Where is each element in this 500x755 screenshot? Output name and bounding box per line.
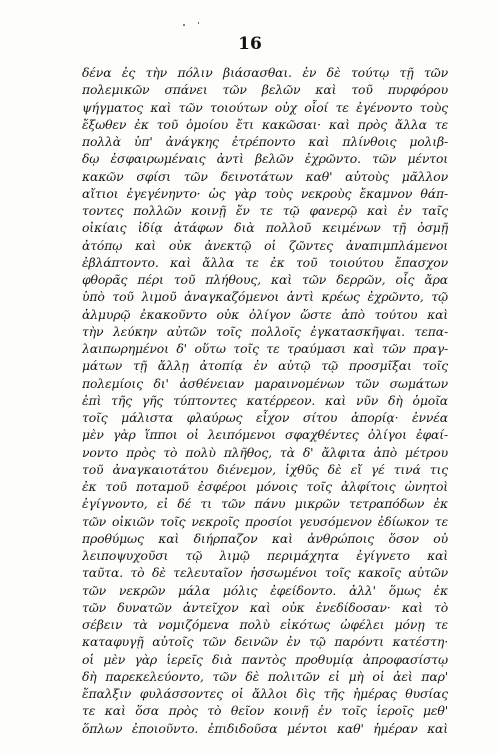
- text-line: σέβειν τὰ νομιζόμενα πολὺ εἰκότως ὠφέλει μόνῃ τε: [82, 617, 448, 632]
- text-line: τῶν νεκρῶν μάλα μόλις ἐφείδοντο. ἀλλ' ὅμως ἐκ: [82, 582, 448, 598]
- text-line: πολεμικῶν σπάνει τῶν βελῶν καὶ τοῦ πυρφόρου: [82, 82, 448, 98]
- text-line: ἐβλάπτοντο. καὶ ἄλλα τε ἐκ τοῦ τοιούτου ἔπασχον: [82, 254, 448, 270]
- text-line: οἱ μὲν γὰρ ἱερεῖς διὰ παντὸς προθυμίᾳ ἀπροφασίστῳ: [82, 651, 448, 667]
- text-line: οἰκίαις ἰδίᾳ ἀτάφων διὰ πολλοῦ κειμένων τῇ ὀσμῇ: [82, 220, 448, 236]
- text-line: καταφυγῇ αὐτοῖς τῶν δεινῶν ἐν τῷ παρόντι κατέστη·: [82, 634, 448, 650]
- text-line: ψήγματος καὶ τῶν τοιούτων οὐχ οἷοί τε ἐγένοντο τοὺς: [82, 99, 448, 115]
- page-number: 16: [238, 34, 262, 54]
- text-line: δῳ ἐσφαιρωμέναις ἀντὶ βελῶν ἐχρῶντο. τῶν μέντοι: [82, 151, 448, 167]
- text-line: τοῖς μάλιστα φλαύρως εἶχον σίτου ἀπορίᾳ· ἐννέα: [82, 410, 448, 425]
- text-line: μάτων τῇ ἄλλῃ ἀτοπίᾳ ἐν αὐτῷ τῷ προσμῖξαι τοῖς: [82, 358, 448, 374]
- text-line: λαιπωρημένοι δ' οὕτω τοῖς τε τραύμασι καὶ τῶν πραγ-: [82, 341, 448, 356]
- text-line: αἴτιοι ἐγεγένηντο· ὡς γὰρ τοὺς νεκροὺς ἔκαμνον θάπ-: [82, 185, 448, 201]
- text-line: τῶν οἰκιῶν τοῖς νεκροῖς προσίοι γευσόμενον ἐδίωκον τε: [82, 513, 448, 529]
- text-line: δένα ἐς τὴν πόλιν βιάσασθαι. ἐν δὲ τούτῳ τῇ τῶν: [82, 65, 448, 80]
- text-line: μὲν γὰρ ἵπποι οἱ λειπόμενοι σφαχθέντες ὀλίγοι ἐφαί-: [82, 427, 448, 443]
- text-line: τῶν δυνατῶν ἀντεῖχον καὶ οὐκ ἐνεδίδοσαν· καὶ τὸ: [82, 599, 448, 615]
- text-line: ὅπλων ἐποιοῦντο. ἐπιδιδοῦσα μέντοι καθ' ἡμέραν καὶ: [82, 720, 448, 736]
- text-line: ὑπὸ τοῦ λιμοῦ ἀναγκαζόμενοι ἀντὶ κρέως ἐχρῶντο, τῷ: [82, 289, 448, 305]
- text-line: τε καὶ ὅσα πρὸς τὸ θεῖον κοινῇ ἐν τοῖς ἱεροῖς μεθ': [82, 703, 448, 719]
- text-line: ἀτόπῳ καὶ οὐκ ἀνεκτῷ οἱ ζῶντες ἀναπιμπλάμενοι: [82, 237, 448, 253]
- print-speck: [198, 22, 199, 24]
- print-speck: [183, 24, 185, 26]
- text-line: πολλὰ ὑπ' ἀνάγκης ἐτρέποντο καὶ πλίνθοις μολιβ-: [82, 134, 448, 149]
- text-line: ἁλμυρῷ ἐκακοῦντο οὐκ ὀλίγον ὥστε ἀπὸ τούτου καὶ: [82, 306, 448, 322]
- text-line: τοντες πολλῶν κοινῇ ἔν τε τῷ φανερῷ καὶ ἐν ταῖς: [82, 203, 448, 218]
- text-line: προθύμως καὶ διήρπαζον καὶ ἀνθρώποις ὅσον οὐ: [82, 530, 448, 546]
- text-line: ἔπαλξιν φυλάσσοντες οἱ ἄλλοι δὶς τῆς ἡμέρας θυσίας: [82, 686, 448, 701]
- text-line: φθορᾶς πέρι τοῦ πλήθους, καὶ τῶν δερρῶν, οἷς ἄρα: [82, 272, 448, 287]
- text-line: κακῶν σφίσι τῶν δεινοτάτων καθ' αὑτοὺς μᾶλλον: [82, 168, 448, 184]
- text-line: λειποψυχοῦσι τῷ λιμῷ περιμάχητα ἐγίγνετο καὶ: [82, 548, 448, 563]
- text-line: τοῦ ἀναγκαιοτάτου διένεμον, ἰχθῦς δὲ εἴ γέ τινά τις: [82, 461, 448, 477]
- text-line: ἐκ τοῦ ποταμοῦ ἐσφέροι μόνοις τοῖς ἀλφίτοις ὠνητοὶ: [82, 479, 448, 494]
- text-line: ἐπὶ τῆς γῆς τύπτοντες κατέρρεον. καὶ νῦν δὴ ὁμοῖα: [82, 392, 448, 408]
- text-line: ἐγίγνοντο, εἰ δέ τι τῶν πάνυ μικρῶν τετραπόδων ἐκ: [82, 496, 448, 512]
- text-line: δὴ παρεκελεύοντο, τῶν δὲ πολιτῶν εἰ μὴ οἱ ἀεὶ παρ': [82, 668, 448, 684]
- text-line: ταῦτα. τὸ δὲ τελευταῖον ἡσσωμένοι τοῖς κακοῖς αὐτῶν: [82, 565, 448, 581]
- text-line: πολεμίοις δι' ἀσθένειαν μαραινομένων τῶν σωμάτων: [82, 375, 448, 391]
- body-text: [82, 64, 448, 737]
- text-line: ἔξωθεν ἐκ τοῦ ὁμοίου ἔτι κακῶσαι· καὶ πρὸς ἄλλα τε: [82, 116, 448, 132]
- text-line: νοντο πρὸς τὸ πολὺ πλῆθος, τὰ δ' ἄλφιτα ἀπὸ μέτρου: [82, 444, 448, 460]
- text-line: τὴν λεύκην αὐτῶν τοῖς πολλοῖς ἐγκατασκῆψαι. τεπα-: [82, 323, 448, 339]
